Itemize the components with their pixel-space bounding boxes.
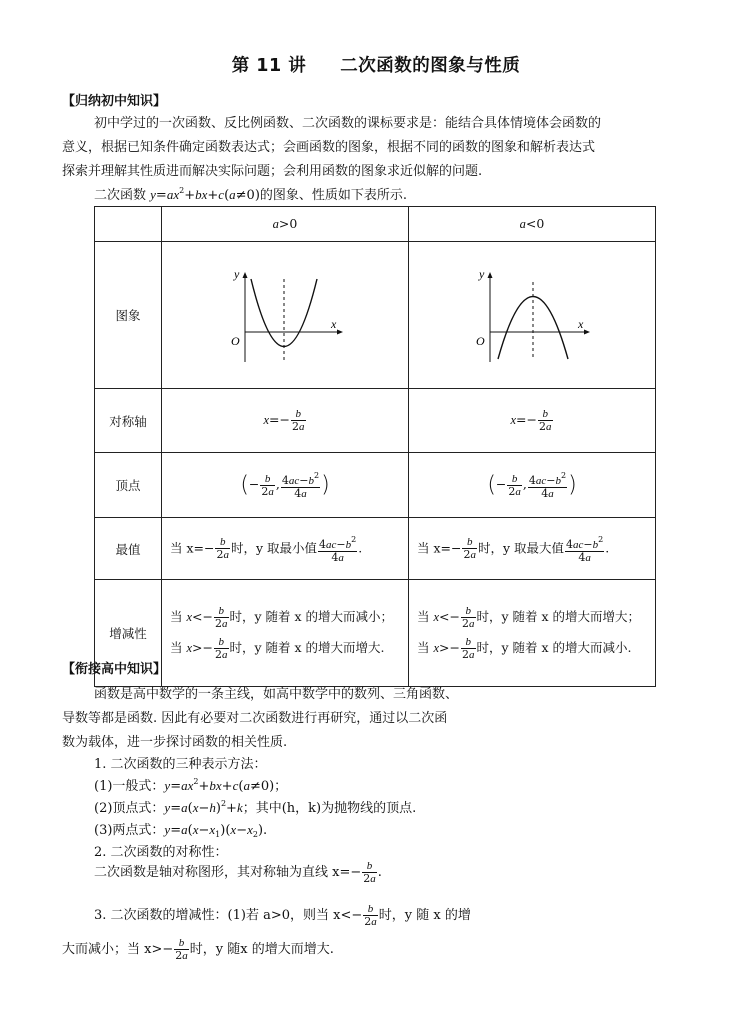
monotonicity-statement-cont: 大而减小；当 x>− $\frac{b}{2a}$ 时，y 随x 的增大而增大. [62, 937, 334, 962]
parabola-up-graph [225, 264, 345, 364]
origin-label: O [231, 333, 240, 348]
parabola-down-graph [472, 264, 592, 364]
y-axis-label: y [234, 266, 240, 281]
form-vertex: (2)顶点式：$y=a(x-h)^2+k$；其中(h，k)为抛物线的顶点. [94, 799, 417, 816]
col-header-a-negative: a<0 [409, 207, 656, 242]
section-heading-junior: 【归纳初中知识】 [62, 94, 167, 109]
y-axis-label: y [479, 266, 485, 281]
paragraph-line: 意义，根据已知条件确定函数表达式；会画函数的图象，根据不同的函数的图象和解析表达式 [62, 140, 596, 155]
row-label-graph: 图象 [95, 242, 162, 389]
section-heading-senior: 【衔接高中知识】 [62, 662, 167, 677]
axis-formula-neg: x=− $\frac{b}{2a}$ [409, 389, 656, 453]
symmetry-statement: 二次函数是轴对称图形，其对称轴为直线 x=− $\frac{b}{2a}$ . [94, 860, 382, 885]
graph-downward [409, 242, 656, 389]
vertex-formula-neg: (− $\frac{b}{2a}$ , $\frac{4ac-b^2}{4a}$ ) [409, 453, 656, 518]
row-label-vertex: 顶点 [95, 453, 162, 518]
graph-upward [162, 242, 409, 389]
item-heading: 1. 二次函数的三种表示方法： [94, 757, 267, 772]
table-row-vertex [95, 453, 656, 518]
item-heading: 2. 二次函数的对称性： [94, 845, 228, 860]
monotonicity-statement: 3. 二次函数的增减性：(1)若 a>0，则当 x<− $\frac{b}{2a}$ 时，y 随 x 的增 [94, 903, 471, 928]
page-title [0, 52, 752, 77]
col-header-a-positive: a>0 [162, 207, 409, 242]
paragraph-line: 探索并理解其性质进而解决实际问题；会利用函数的图象求近似解的问题. [62, 164, 483, 179]
table-header-row [95, 207, 656, 242]
table-row-extreme [95, 518, 656, 580]
row-label-extreme: 最值 [95, 518, 162, 580]
vertex-formula-pos: (− $\frac{b}{2a}$ , $\frac{4ac-b^2}{4a}$ ) [162, 453, 409, 518]
x-axis-label: x [331, 316, 337, 331]
table-intro: 二次函数 $y=ax^2+bx+c(a\ne 0)$的图象、性质如下表所示. [94, 186, 408, 203]
extreme-neg: 当 x=− $\frac{b}{2a}$ 时，y 取最大值 $\frac{4ac-b^2}{4a}$ . [409, 518, 656, 580]
lecture-number: 第 11 讲 [231, 56, 307, 76]
lecture-title: 二次函数的图象与性质 [340, 56, 521, 76]
row-label-monotonicity: 增减性 [95, 580, 162, 687]
origin-label: O [476, 333, 485, 348]
properties-table [94, 206, 656, 687]
corner-cell [95, 207, 162, 242]
x-axis-label: x [578, 316, 584, 331]
extreme-pos: 当 x=− $\frac{b}{2a}$ 时，y 取最小值 $\frac{4ac-b^2}{4a}$ . [162, 518, 409, 580]
paragraph-line: 导数等都是函数. 因此有必要对二次函数进行再研究，通过以二次函 [62, 711, 448, 726]
form-general: (1)一般式：$y=ax^2+bx+c(a\ne 0)$； [94, 777, 288, 794]
row-label-axis: 对称轴 [95, 389, 162, 453]
paragraph-line: 数为载体，进一步探讨函数的相关性质. [62, 735, 288, 750]
table-row-axis [95, 389, 656, 453]
table-row-graph [95, 242, 656, 389]
monotonicity-pos: 当 x<− $\frac{b}{2a}$ 时，y 随着 x 的增大而减小； 当 x>− $\frac{b}{2a}$ 时，y 随着 x 的增大而增大. [162, 580, 409, 687]
axis-formula-pos: x=− $\frac{b}{2a}$ [162, 389, 409, 453]
table-row-monotonicity [95, 580, 656, 687]
monotonicity-neg: 当 x<− $\frac{b}{2a}$ 时，y 随着 x 的增大而增大； 当 x>− $\frac{b}{2a}$ 时，y 随着 x 的增大而减小. [409, 580, 656, 687]
paragraph-line: 函数是高中数学的一条主线，如高中数学中的数列、三角函数、 [94, 687, 459, 702]
form-two-point: (3)两点式：$y=a(x-x_1)(x-x_2)$. [94, 822, 268, 839]
paragraph-line: 初中学过的一次函数、反比例函数、二次函数的课标要求是：能结合具体情境体会函数的 [94, 116, 602, 131]
